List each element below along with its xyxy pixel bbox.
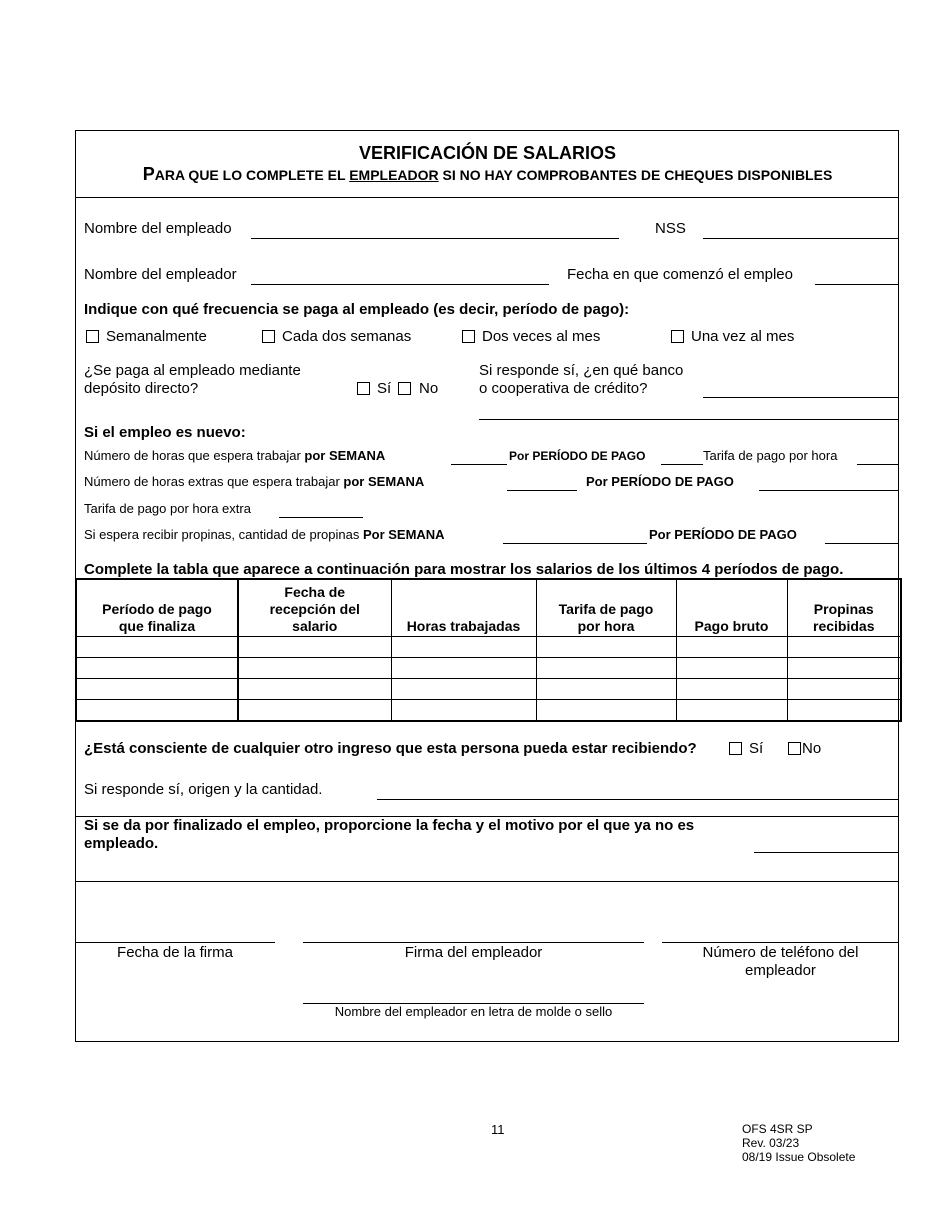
divider — [75, 197, 899, 198]
table-row — [76, 700, 901, 722]
ssn-field[interactable] — [703, 238, 899, 239]
col-pay-received-date: Fecha de recepción del salario — [238, 579, 391, 637]
tips-per-period-field[interactable] — [825, 543, 899, 544]
wages-table — [75, 578, 902, 722]
termination-question: Si se da por finalizado el empleo, proporcione la fecha y el motivo por el que ya no es empleado. — [84, 817, 695, 852]
bank-field[interactable] — [703, 397, 899, 398]
frequency-question: Indique con qué frecuencia se paga al empleado (es decir, período de pago): — [84, 301, 630, 318]
table-header-row — [76, 579, 901, 637]
col-hourly-rate: Tarifa de pago por hora — [536, 579, 676, 637]
col-gross-pay: Pago bruto — [676, 579, 787, 637]
employee-name-label: Nombre del empleado — [84, 220, 232, 237]
other-income-no-label: No — [802, 740, 822, 757]
table-cell[interactable] — [676, 658, 787, 679]
employer-phone-field[interactable] — [662, 942, 899, 943]
table-cell[interactable] — [536, 700, 676, 722]
hourly-rate-label: Tarifa de pago por hora — [703, 448, 838, 463]
income-source-label: Si responde sí, origen y la cantidad. — [84, 781, 323, 798]
other-income-yes-checkbox[interactable] — [729, 742, 742, 755]
col-period-end: Período de pago que finaliza — [76, 579, 238, 637]
table-cell[interactable] — [676, 637, 787, 658]
table-cell[interactable] — [787, 700, 901, 722]
tips-per-week-field[interactable] — [503, 543, 647, 544]
table-instruction: Complete la tabla que aparece a continuación para mostrar los salarios de los últimos 4 períodos de pago. — [84, 561, 844, 578]
table-cell[interactable] — [787, 658, 901, 679]
overtime-per-week-field[interactable] — [507, 490, 577, 491]
table-cell[interactable] — [536, 637, 676, 658]
biweekly-label: Cada dos semanas — [282, 328, 412, 345]
table-cell[interactable] — [391, 700, 536, 722]
hourly-rate-field[interactable] — [857, 464, 899, 465]
other-income-no-checkbox[interactable] — [788, 742, 801, 755]
divider — [75, 881, 899, 882]
form-subtitle: PARA QUE LO COMPLETE EL EMPLEADOR SI NO HAY COMPROBANTES DE CHEQUES DISPONIBLES — [142, 164, 833, 184]
termination-field[interactable] — [754, 852, 899, 853]
weekly-label: Semanalmente — [106, 328, 207, 345]
employer-signature-field[interactable] — [303, 942, 644, 943]
signature-date-label: Fecha de la firma — [117, 944, 233, 961]
monthly-checkbox[interactable] — [671, 330, 684, 343]
employee-name-field[interactable] — [251, 238, 619, 239]
weekly-checkbox[interactable] — [86, 330, 99, 343]
table-cell[interactable] — [76, 637, 238, 658]
semimonthly-checkbox[interactable] — [462, 330, 475, 343]
table-row — [76, 679, 901, 700]
hours-per-week-label: Número de horas que espera trabajar por SEMANA — [84, 448, 386, 463]
col-tips: Propinas recibidas — [787, 579, 901, 637]
other-income-yes-label: Sí — [749, 740, 764, 757]
employer-name-field[interactable] — [251, 284, 549, 285]
hours-per-period-label: Por PERÍODO DE PAGO — [509, 449, 646, 463]
hours-per-period-field[interactable] — [661, 464, 703, 465]
other-income-question: ¿Está consciente de cualquier otro ingreso que esta persona pueda estar recibiendo? — [84, 740, 697, 757]
employer-phone-label: Número de teléfono del empleador — [702, 944, 859, 979]
table-cell[interactable] — [787, 637, 901, 658]
employer-name-label: Nombre del empleador — [84, 266, 237, 283]
table-cell[interactable] — [391, 637, 536, 658]
page-number: 11 — [491, 1122, 505, 1137]
income-source-field[interactable] — [377, 799, 899, 800]
table-cell[interactable] — [787, 679, 901, 700]
signature-date-field[interactable] — [75, 942, 275, 943]
table-row — [76, 637, 901, 658]
table-cell[interactable] — [76, 679, 238, 700]
overtime-per-period-field[interactable] — [759, 490, 899, 491]
direct-deposit-no-checkbox[interactable] — [398, 382, 411, 395]
table-cell[interactable] — [238, 679, 391, 700]
table-cell[interactable] — [391, 658, 536, 679]
tips-per-period-label: Por PERÍODO DE PAGO — [649, 527, 797, 542]
ssn-label: NSS — [655, 220, 686, 237]
direct-deposit-yes-label: Sí — [377, 380, 392, 397]
table-cell[interactable] — [76, 700, 238, 722]
direct-deposit-no-label: No — [419, 380, 439, 397]
table-cell[interactable] — [536, 679, 676, 700]
new-job-heading: Si el empleo es nuevo: — [84, 424, 246, 441]
table-cell[interactable] — [238, 700, 391, 722]
direct-deposit-question: ¿Se paga al empleado mediante depósito directo? — [84, 362, 301, 397]
bank-field-line2[interactable] — [479, 419, 899, 420]
table-cell[interactable] — [238, 658, 391, 679]
overtime-per-period-label: Por PERÍODO DE PAGO — [586, 474, 734, 489]
start-date-label: Fecha en que comenzó el empleo — [567, 266, 793, 283]
table-row — [76, 658, 901, 679]
bank-question: Si responde sí, ¿en qué banco o cooperativa de crédito? — [479, 362, 684, 397]
employer-signature-label: Firma del empleador — [404, 944, 543, 961]
overtime-rate-label: Tarifa de pago por hora extra — [84, 501, 251, 516]
printed-name-label: Nombre del empleador en letra de molde o sello — [334, 1004, 613, 1019]
overtime-rate-field[interactable] — [279, 517, 363, 518]
form-title: VERIFICACIÓN DE SALARIOS — [358, 143, 617, 163]
form-id: OFS 4SR SP Rev. 03/23 08/19 Issue Obsolete — [742, 1122, 856, 1164]
start-date-field[interactable] — [815, 284, 899, 285]
table-cell[interactable] — [676, 679, 787, 700]
table-cell[interactable] — [76, 658, 238, 679]
overtime-per-week-label: Número de horas extras que espera trabajar por SEMANA — [84, 474, 425, 489]
direct-deposit-yes-checkbox[interactable] — [357, 382, 370, 395]
semimonthly-label: Dos veces al mes — [482, 328, 601, 345]
table-cell[interactable] — [238, 637, 391, 658]
tips-per-week-label: Si espera recibir propinas, cantidad de propinas Por SEMANA — [84, 527, 445, 542]
col-hours-worked: Horas trabajadas — [391, 579, 536, 637]
hours-per-week-field[interactable] — [451, 464, 507, 465]
table-cell[interactable] — [536, 658, 676, 679]
monthly-label: Una vez al mes — [691, 328, 795, 345]
table-cell[interactable] — [676, 700, 787, 722]
biweekly-checkbox[interactable] — [262, 330, 275, 343]
table-cell[interactable] — [391, 679, 536, 700]
